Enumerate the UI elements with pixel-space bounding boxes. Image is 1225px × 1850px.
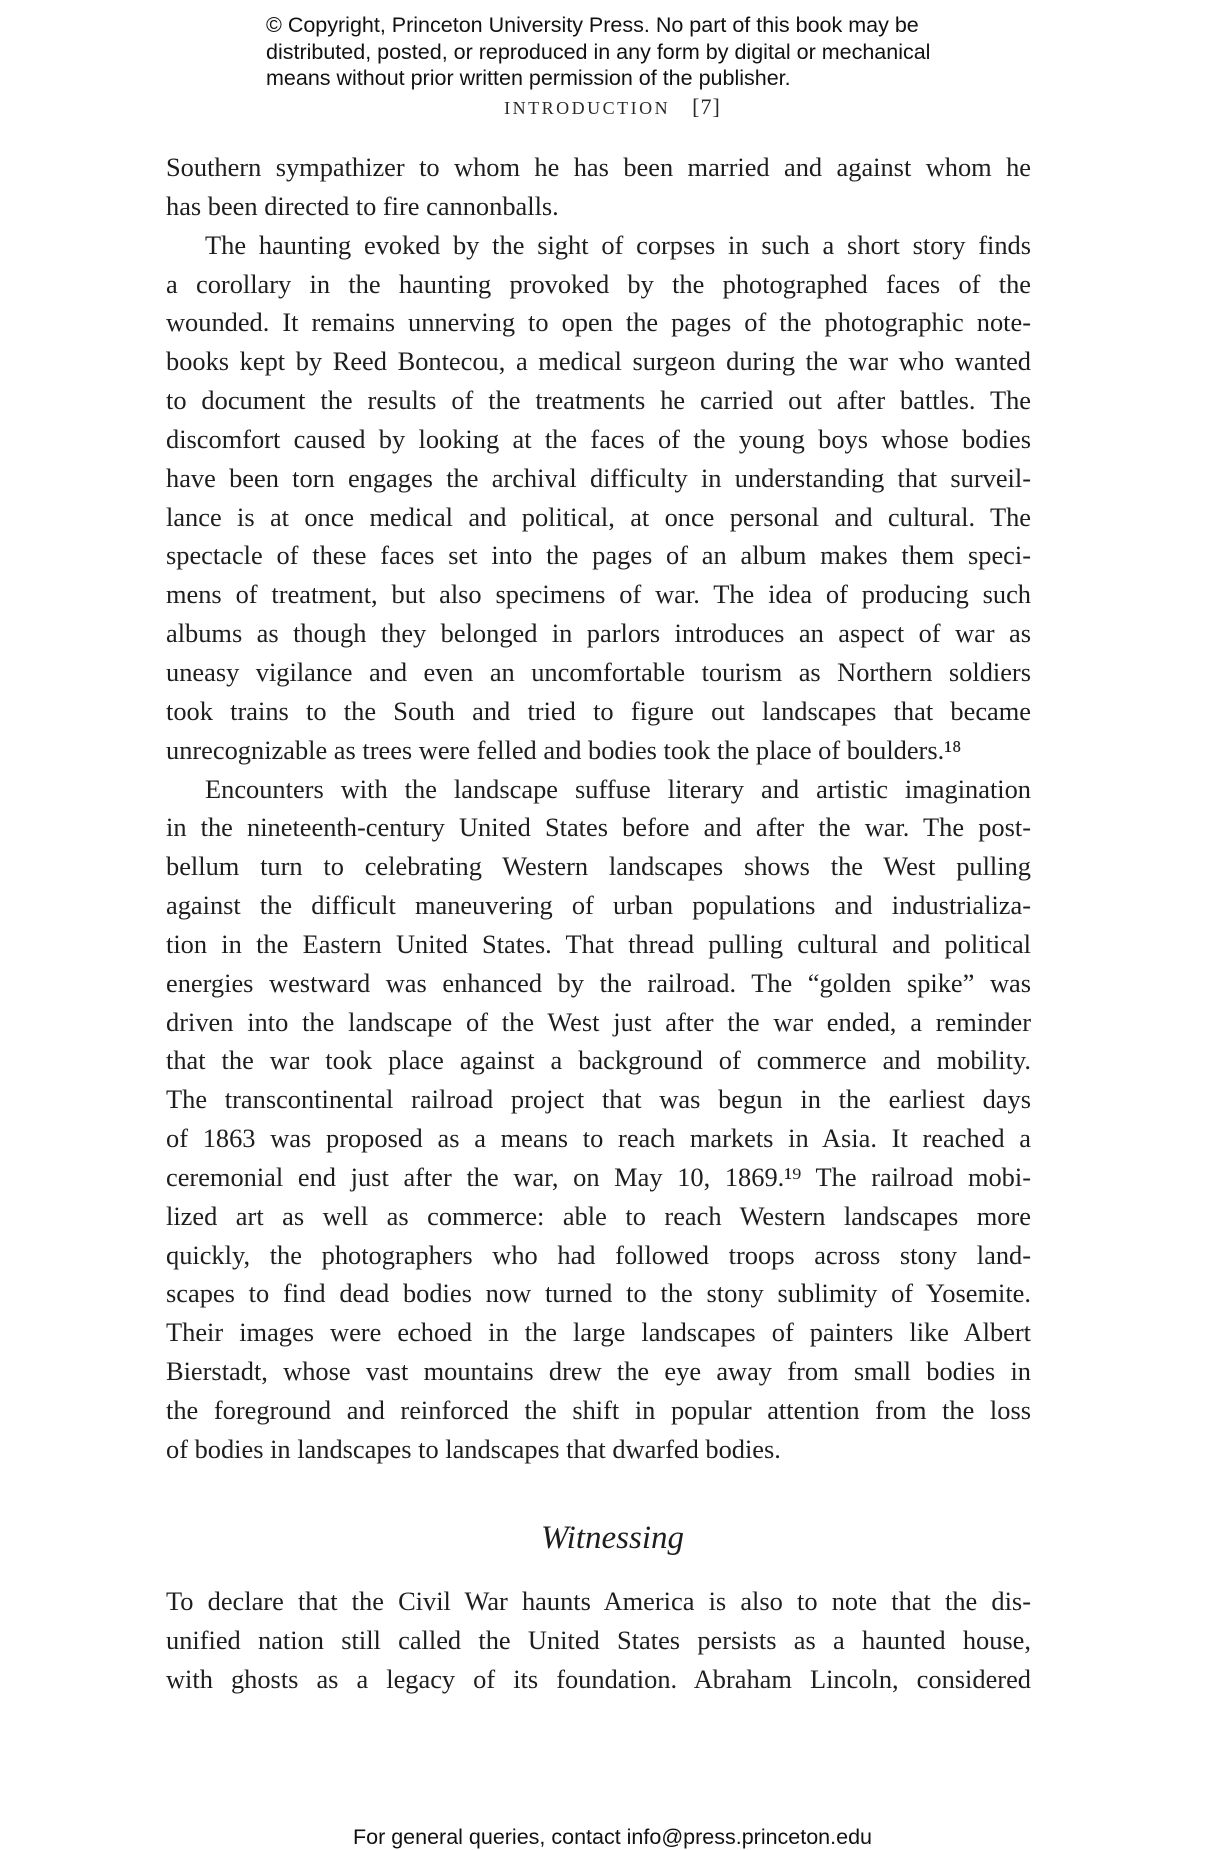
text-line: discomfort caused by looking at the faces of the young boys whose bodies	[166, 423, 1031, 454]
text-line: has been directed to fire cannonballs.	[166, 190, 559, 221]
text-line: uneasy vigilance and even an uncomfortable tourism as Northern soldiers	[166, 656, 1031, 687]
text-line: that the war took place against a background of commerce and mobility.	[166, 1045, 1031, 1076]
text-line: have been torn engages the archival difficulty in understanding that surveil-	[166, 462, 1031, 493]
text-line: of bodies in landscapes to landscapes that dwarfed bodies.	[166, 1433, 781, 1464]
text-line: to document the results of the treatments he carried out after battles. The	[166, 385, 1031, 416]
text-line: mens of treatment, but also specimens of war. The idea of producing such	[166, 579, 1031, 610]
text-line: The transcontinental railroad project that was begun in the earliest days	[166, 1084, 1031, 1115]
text-line: against the difficult maneuvering of urban populations and industrializa-	[166, 890, 1031, 921]
text-line: energies westward was enhanced by the railroad. The “golden spike” was	[166, 967, 1031, 998]
text-line: Encounters with the landscape suffuse literary and artistic imagination	[205, 773, 1031, 804]
text-line: Southern sympathizer to whom he has been married and against whom he	[166, 152, 1031, 182]
copyright-line: © Copyright, Princeton University Press. No part of this book may be	[266, 13, 919, 37]
text-line: tion in the Eastern United States. That thread pulling cultural and political	[166, 928, 1031, 959]
text-line: took trains to the South and tried to figure out landscapes that became	[166, 695, 1031, 726]
text-line: quickly, the photographers who had followed troops across stony land-	[166, 1239, 1031, 1270]
copyright-line: means without prior written permission of the publisher.	[266, 66, 791, 90]
copyright-line: distributed, posted, or reproduced in any form by digital or mechanical	[266, 39, 931, 64]
body-text	[166, 148, 1031, 1469]
text-line: unrecognizable as trees were felled and bodies took the place of boulders.¹⁸	[166, 734, 962, 765]
text-line: books kept by Reed Bontecou, a medical surgeon during the war who wanted	[166, 346, 1031, 377]
text-line: lance is at once medical and political, at once personal and cultural. The	[166, 501, 1031, 532]
text-line: To declare that the Civil War haunts America is also to note that the dis-	[166, 1586, 1031, 1616]
running-head	[0, 94, 1225, 120]
text-line: bellum turn to celebrating Western landscapes shows the West pulling	[166, 851, 1031, 882]
text-line: Bierstadt, whose vast mountains drew the eye away from small bodies in	[166, 1356, 1031, 1387]
text-line: a corollary in the haunting provoked by the photographed faces of the	[166, 268, 1031, 299]
footer-contact: For general queries, contact info@press.princeton.edu	[352, 1825, 872, 1849]
text-line: in the nineteenth-century United States before and after the war. The post-	[166, 812, 1031, 843]
text-line: the foreground and reinforced the shift in popular attention from the loss	[166, 1395, 1031, 1425]
text-line: ceremonial end just after the war, on May 10, 1869.¹⁹ The railroad mobi-	[166, 1161, 1031, 1192]
text-line: scapes to find dead bodies now turned to the stony sublimity of Yosemite.	[166, 1278, 1031, 1309]
section-body-text	[166, 1582, 1031, 1699]
text-line: of 1863 was proposed as a means to reach markets in Asia. It reached a	[166, 1123, 1031, 1154]
page-number: [7]	[692, 94, 721, 119]
text-line: albums as though they belonged in parlors introduces an aspect of war as	[166, 618, 1031, 649]
section-heading: Witnessing	[540, 1520, 684, 1556]
text-line: lized art as well as commerce: able to reach Western landscapes more	[166, 1200, 1031, 1231]
text-line: The haunting evoked by the sight of corpses in such a short story finds	[205, 229, 1031, 260]
running-head-title: INTRODUCTION	[504, 98, 671, 118]
text-line: Their images were echoed in the large landscapes of painters like Albert	[166, 1317, 1031, 1348]
text-line: wounded. It remains unnerving to open the pages of the photographic note-	[166, 307, 1031, 338]
text-line: spectacle of these faces set into the pages of an album makes them speci-	[166, 540, 1031, 571]
text-line: driven into the landscape of the West just after the war ended, a reminder	[166, 1006, 1031, 1037]
text-line: with ghosts as a legacy of its foundation. Abraham Lincoln, considered	[166, 1663, 1031, 1694]
copyright-notice	[266, 12, 1006, 92]
text-line: unified nation still called the United States persists as a haunted house,	[166, 1624, 1031, 1655]
